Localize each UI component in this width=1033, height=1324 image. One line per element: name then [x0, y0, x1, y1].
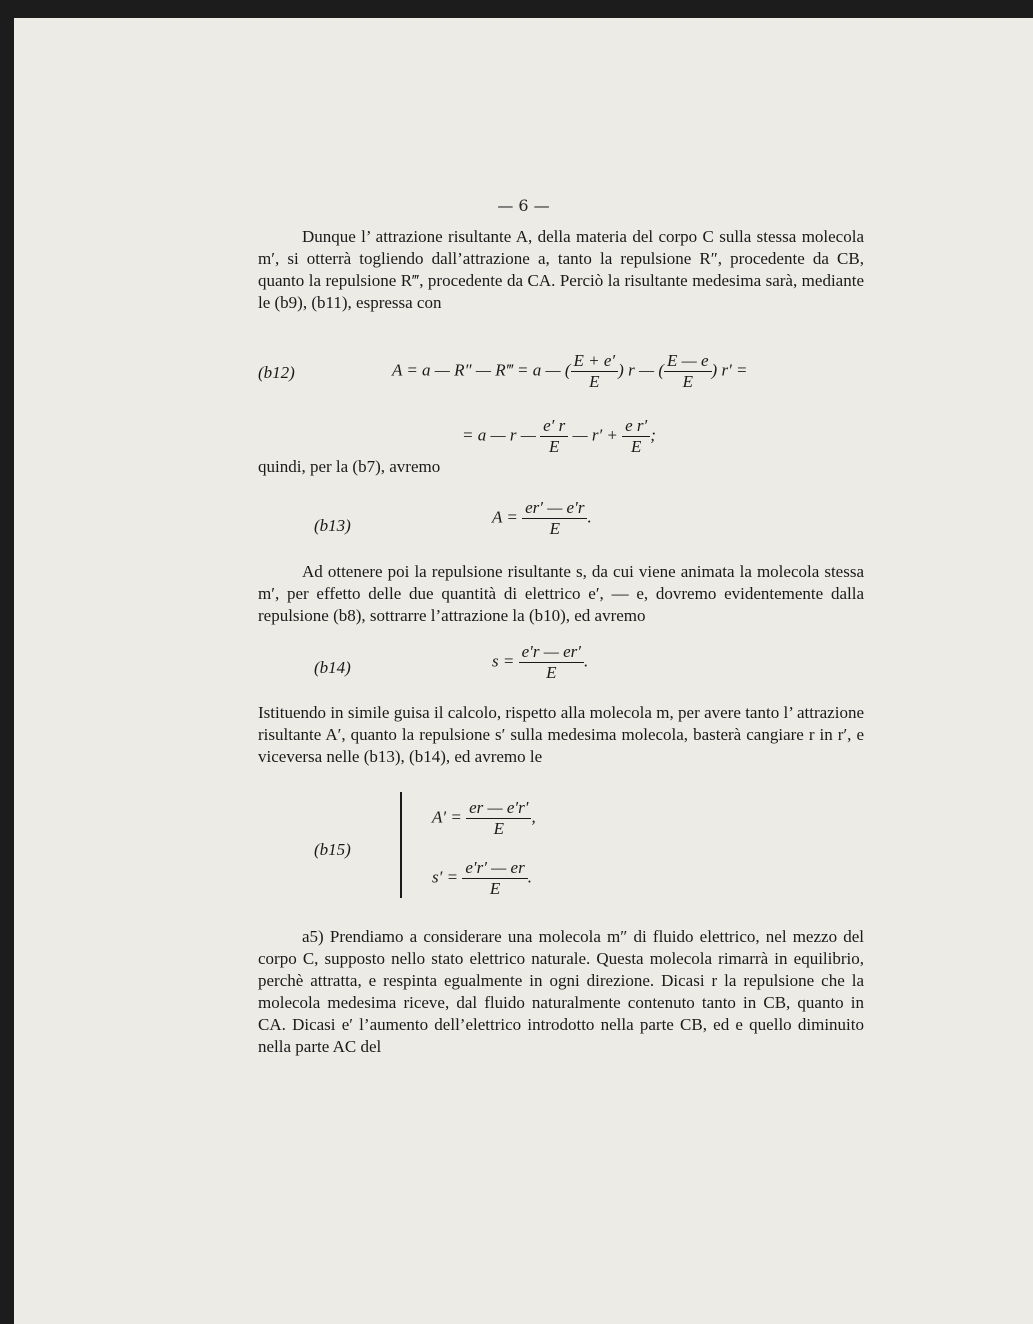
equation-b14: s = $\frac{e'r — er'}{E}$ .	[492, 642, 589, 682]
paragraph-1	[258, 226, 864, 314]
equation-brace	[400, 792, 408, 898]
paragraph-2-text: quindi, per la (b7), avremo	[258, 457, 441, 476]
paragraph-4-text: Istituendo in simile guisa il calcolo, rispetto alla molecola m, per avere tanto l’ attrazione risultante A′, quanto la repulsione s′ sulla medesima molecola, basterà cangiare r in r′, e viceversa nelle (b13), (b14), ed avremo le	[258, 703, 864, 766]
paragraph-3	[258, 561, 864, 627]
equation-b15-line2: s′ = $\frac{e'r' — er}{E}$ .	[432, 858, 532, 898]
equation-b12-line1: A = a — R″ — R‴ = a — ( $\frac{E + e'}{E}$ ) r — ( $\frac{E — e}{E}$ ) r′ =	[392, 351, 748, 391]
equation-tag-b13: (b13)	[314, 516, 351, 535]
paragraph-1-text: Dunque l’ attrazione risultante A, della materia del corpo C sulla stessa molecola m′, si otterrà togliendo dall’attrazione a, tanto la repulsione R″, procedente da CB, quanto la repulsione R‴, procedente da CA. Perciò la risultante medesima sarà, mediante le (b9), (b11), espressa con	[258, 227, 864, 312]
eq-b12-frac3: $\frac{e' r}{E}$	[540, 416, 568, 457]
paragraph-5	[258, 926, 864, 1058]
paragraph-5-text: a5) Prendiamo a considerare una molecola m″ di fluido elettrico, nel mezzo del corpo C, supposto nello stato elettrico naturale. Questa molecola rimarrà in equilibrio, perchè attratta, e respinta egualmente in ogni direzione. Dicasi r la repulsione che la molecola medesima riceve, dal fluido naturalmente contenuto tanto in CB, quanto in CA. Dicasi e′ l’aumento dell’elettrico introdotto nella parte CB, ed e quello diminuito nella parte AC del	[258, 927, 864, 1056]
paragraph-4	[258, 702, 864, 768]
equation-b15-line1: A′ = $\frac{er — e'r'}{E}$ ,	[432, 798, 536, 838]
eq-b12-frac1: $\frac{E + e'}{E}$	[571, 351, 619, 392]
eq-b12-frac4: $\frac{\text{e r′}}{E}$	[622, 416, 650, 457]
page-number: — 6 —	[497, 196, 550, 215]
equation-tag-b14: (b14)	[314, 658, 351, 677]
equation-b13: A = $\frac{er' — e'r}{E}$ .	[492, 498, 592, 538]
equation-b12-line2: = a — r — $\frac{e' r}{E}$ — r′ + $\frac{\text{e r′}}{E}$ ;	[462, 416, 656, 456]
paragraph-2	[258, 456, 864, 478]
paragraph-3-text: Ad ottenere poi la repulsione risultante s, da cui viene animata la molecola stessa m′, per effetto delle due quantità di elettrico e′, — e, dovremo evidentemente dalla repulsione (b8), sottrarre l’attrazione la (b10), ed avremo	[258, 562, 864, 625]
eq-b12-frac2: $\frac{E — e}{E}$	[664, 351, 712, 392]
document-page	[14, 18, 1033, 1324]
equation-tag-b12: (b12)	[258, 363, 295, 382]
eq-b12-lhs: A = a — R″ — R‴ = a —	[392, 360, 561, 380]
equation-tag-b15: (b15)	[314, 840, 351, 859]
